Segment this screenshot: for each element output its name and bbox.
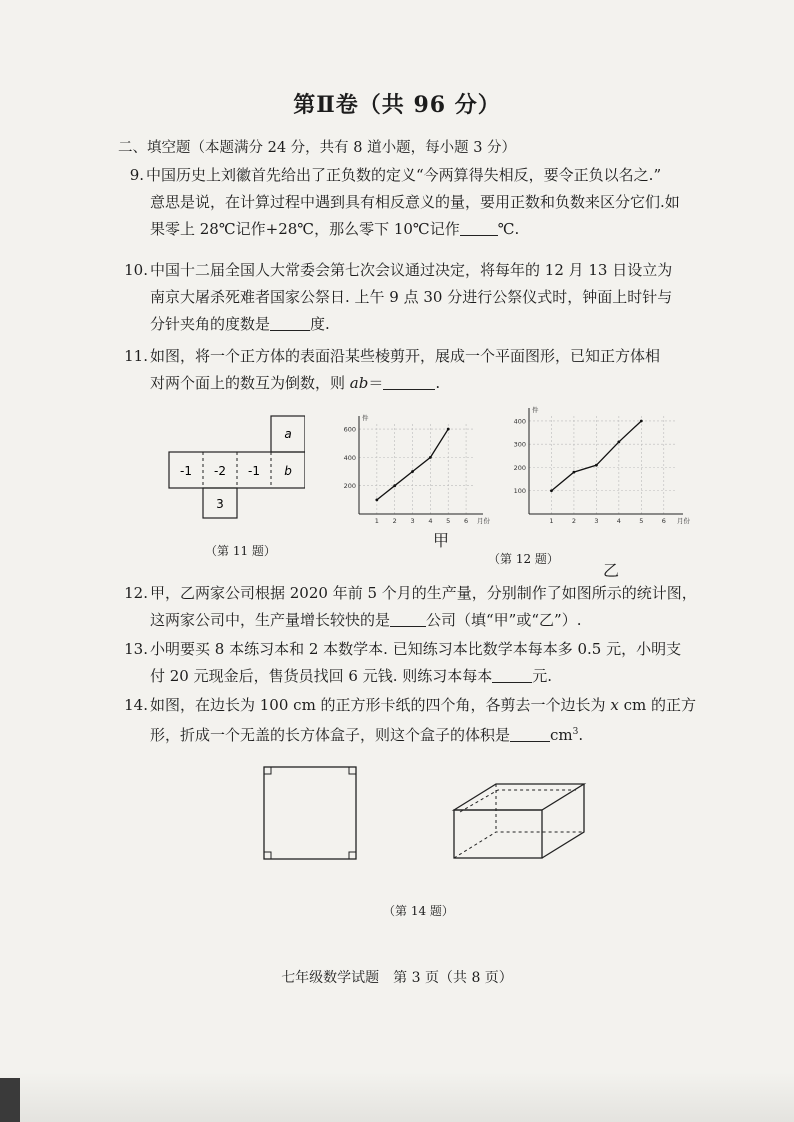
question-11: 11. 如图，将一个正方体的表面沿某些棱剪开，展成一个平面图形，已知正方体相 对两个面上的数互为倒数，则 ab＝ . bbox=[118, 343, 703, 397]
net-cell: -1 bbox=[248, 464, 260, 478]
answer-blank[interactable] bbox=[460, 219, 498, 236]
net-cell: 3 bbox=[216, 497, 224, 511]
page-title: 第Ⅱ卷（共 96 分） bbox=[293, 92, 501, 118]
data-point bbox=[411, 470, 414, 473]
y-axis-label: 件 bbox=[362, 414, 369, 422]
y-tick-label: 300 bbox=[513, 440, 526, 449]
data-point bbox=[550, 489, 553, 492]
answer-blank[interactable] bbox=[270, 314, 310, 331]
figure-caption-14: （第 14 题） bbox=[383, 904, 454, 918]
y-tick-label: 400 bbox=[513, 417, 526, 426]
question-number: 12. bbox=[124, 584, 148, 602]
y-tick-label: 200 bbox=[513, 463, 526, 472]
page-bottom-shadow bbox=[0, 1072, 794, 1122]
y-tick-label: 200 bbox=[343, 482, 356, 491]
x-tick-label: 3 bbox=[594, 517, 599, 525]
x-tick-label: 5 bbox=[446, 517, 451, 525]
data-point bbox=[447, 428, 450, 431]
x-axis-label: 月份 bbox=[477, 517, 490, 525]
answer-blank[interactable] bbox=[510, 725, 550, 742]
square-card-figure bbox=[262, 765, 358, 861]
x-tick-label: 2 bbox=[392, 517, 397, 525]
figure-caption-12: （第 12 题） bbox=[488, 552, 559, 566]
answer-blank[interactable] bbox=[492, 666, 532, 683]
answer-blank[interactable] bbox=[383, 373, 435, 390]
x-tick-label: 1 bbox=[374, 517, 379, 525]
question-number: 9. bbox=[129, 166, 144, 184]
chart-yi bbox=[505, 402, 695, 530]
data-point bbox=[595, 464, 598, 467]
x-axis-label: 月份 bbox=[677, 517, 690, 525]
open-box-figure bbox=[450, 780, 590, 862]
x-tick-label: 6 bbox=[464, 517, 469, 525]
chart-label-jia: 甲 bbox=[433, 531, 450, 550]
question-9: 9. 中国历史上刘徽首先给出了正负数的定义“今两算得失相反，要令正负以名之.” 意思是说，在计算过程中遇到具有相反意义的量，要用正数和负数来区分它们.如 果零上 28℃记作+28℃，那么零下 10℃记作 ℃. bbox=[118, 162, 703, 243]
y-axis-label: 件 bbox=[532, 406, 539, 414]
x-tick-label: 3 bbox=[410, 517, 415, 525]
chart-jia bbox=[335, 410, 495, 530]
net-cell: -2 bbox=[214, 464, 226, 478]
question-13: 13. 小明要买 8 本练习本和 2 本数学本. 已知练习本比数学本每本多 0.5 元，小明支 付 20 元现金后，售货员找回 6 元钱. 则练习本每本 元. bbox=[118, 636, 703, 690]
data-point bbox=[573, 471, 576, 474]
net-cell: b bbox=[284, 464, 292, 478]
y-tick-label: 100 bbox=[513, 487, 526, 496]
page-footer: 七年级数学试题 第 3 页（共 8 页） bbox=[281, 970, 513, 986]
x-tick-label: 1 bbox=[549, 517, 554, 525]
net-cell: -1 bbox=[180, 464, 192, 478]
question-12: 12. 甲，乙两家公司根据 2020 年前 5 个月的生产量，分别制作了如图所示的统计图， 这两家公司中，生产量增长较快的是 公司（填“甲”或“乙”）. bbox=[118, 580, 703, 634]
data-point bbox=[429, 456, 432, 459]
scan-corner-shadow bbox=[0, 1078, 20, 1122]
question-number: 13. bbox=[124, 640, 148, 658]
question-number: 10. bbox=[124, 261, 148, 279]
chart-label-yi: 乙 bbox=[603, 561, 620, 580]
x-tick-label: 2 bbox=[571, 517, 576, 525]
y-tick-label: 400 bbox=[343, 453, 356, 462]
section-heading: 二、填空题（本题满分 24 分，共有 8 道小题，每小题 3 分） bbox=[118, 140, 517, 156]
question-number: 11. bbox=[124, 347, 148, 365]
x-tick-label: 6 bbox=[661, 517, 666, 525]
question-14: 14. 如图，在边长为 100 cm 的正方形卡纸的四个角，各剪去一个边长为 x cm 的正方 形，折成一个无盖的长方体盒子，则这个盒子的体积是 $cm^3$. bbox=[118, 692, 703, 749]
cube-net-figure bbox=[165, 410, 305, 520]
data-point bbox=[375, 498, 378, 501]
x-tick-label: 4 bbox=[428, 517, 433, 525]
question-10: 10. 中国十二届全国人大常委会第七次会议通过决定，将每年的 12 月 13 日设立为 南京大屠杀死难者国家公祭日. 上午 9 点 30 分进行公祭仪式时，钟面上时针与 分针夹角的度数是 度. bbox=[118, 257, 703, 338]
data-point bbox=[393, 484, 396, 487]
x-tick-label: 4 bbox=[616, 517, 621, 525]
question-number: 14. bbox=[124, 696, 148, 714]
y-tick-label: 600 bbox=[343, 425, 356, 434]
answer-blank[interactable] bbox=[390, 610, 426, 627]
x-tick-label: 5 bbox=[639, 517, 644, 525]
figure-caption-11: （第 11 题） bbox=[205, 544, 276, 558]
data-point bbox=[617, 441, 620, 444]
data-point bbox=[640, 420, 643, 423]
net-cell: a bbox=[284, 427, 292, 441]
